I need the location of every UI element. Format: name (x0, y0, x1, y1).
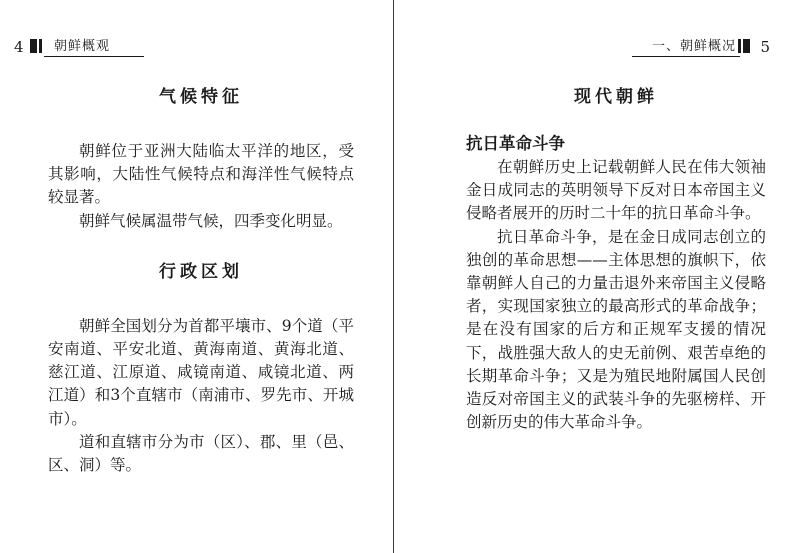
right-page-content (466, 86, 766, 434)
paragraph: 抗日革命斗争，是在金日成同志创立的独创的革命思想——主体思想的旗帜下，依靠朝鲜人自己的力量击退外来帝国主义侵略者，实现国家独立的最高形式的革命战争；是在没有国家的后方和正规军支援的情况下，战胜强大敌人的史无前例、艰苦卓绝的长期革命斗争；又是为殖民地附属国人民创造反对帝国主义的武装斗争的先驱榜样、开创新历史的伟大革命斗争。 (466, 227, 766, 432)
page-number: 4 (14, 38, 24, 56)
header-bar-ornament (743, 39, 750, 53)
paragraph: 朝鲜位于亚洲大陆临太平洋的地区，受其影响，大陆性气候特点和海洋性气候特点较显著。 (48, 142, 354, 207)
section-title-climate: 气候特征 (159, 87, 243, 107)
header-bar-ornament (30, 39, 37, 53)
header-rule (632, 56, 740, 57)
header-title: 朝鲜概观 (54, 39, 111, 54)
paragraph: 朝鲜气候属温带气候，四季变化明显。 (79, 211, 343, 230)
page-number: 5 (760, 38, 770, 56)
paragraph: 在朝鲜历史上记载朝鲜人民在伟大领袖金日成同志的英明领导下反对日本帝国主义侵略者展开的历时二十年的抗日革命斗争。 (466, 158, 766, 223)
header-rule (44, 56, 144, 57)
section-title-admin: 行政区划 (159, 261, 243, 282)
running-header (402, 38, 770, 58)
subsection-title: 抗日革命斗争 (466, 134, 565, 153)
right-page (394, 0, 787, 553)
paragraph: 道和直辖市分为市（区）、郡、里（邑、区、洞）等。 (48, 432, 354, 475)
left-page-content (48, 86, 354, 477)
header-title: 一、朝鲜概况 (651, 39, 736, 54)
section-title-modern-korea: 现代朝鲜 (574, 87, 658, 107)
left-page (0, 0, 393, 553)
paragraph: 朝鲜全国划分为首都平壤市、9个道（平安南道、平安北道、黄海南道、黄海北道、慈江道、江原道、咸镜南道、咸镜北道、两江道）和3个直辖市（南浦市、罗先市、开城市）。 (48, 316, 354, 428)
running-header (14, 38, 379, 58)
